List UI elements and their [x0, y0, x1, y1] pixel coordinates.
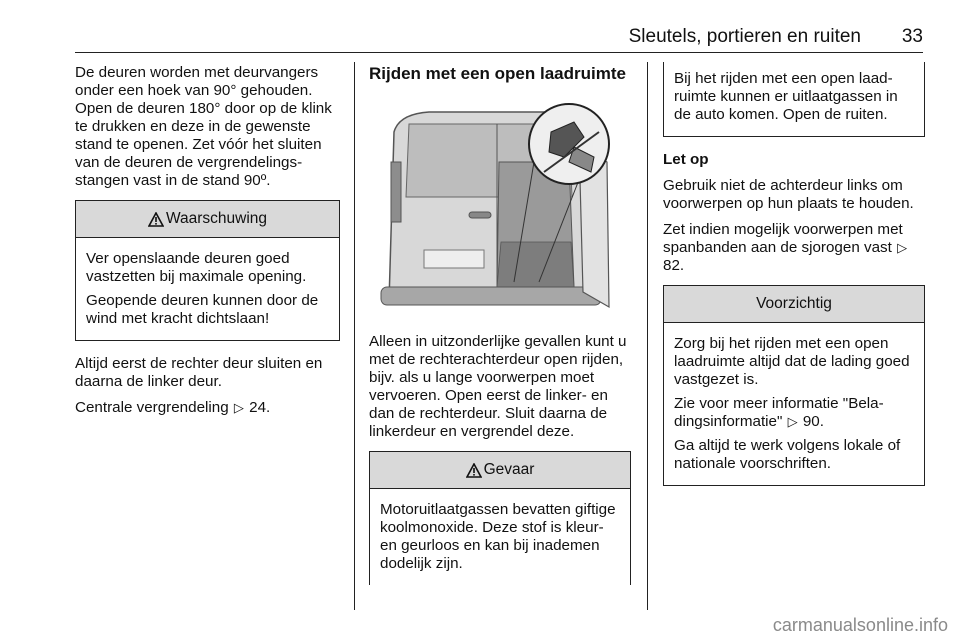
- warning-title: Waarschuwing: [165, 210, 268, 227]
- reference-arrow-icon: ▷: [233, 400, 244, 415]
- note-text-2: [663, 221, 925, 275]
- note-title: Let op: [663, 151, 709, 168]
- reference-arrow-icon: ▷: [897, 240, 908, 255]
- reference-page[interactable]: 82.: [663, 257, 685, 274]
- danger-box-continued: [663, 62, 925, 137]
- caution-text-3: Ga altijd te werk volgens lokale of nationale voorschriften.: [674, 437, 901, 472]
- column-divider-1: [354, 62, 355, 610]
- danger-title: Gevaar: [483, 461, 535, 478]
- column-1: [75, 64, 340, 425]
- caution-text-2-body: Zie voor meer informatie "Beladingsinformatie": [674, 395, 884, 430]
- danger-text: Motoruitlaatgassen bevatten giftige koolmonoxide. Deze stof is kleur- en geurloos en kan bij inademen dodelijk zijn.: [380, 501, 616, 572]
- page-header: [75, 26, 923, 53]
- warning-header: [76, 201, 339, 238]
- reference-page[interactable]: 24.: [249, 399, 271, 416]
- column-2: [369, 64, 631, 585]
- reference-page[interactable]: 90.: [802, 413, 824, 430]
- warning-triangle-icon: [466, 463, 482, 478]
- paragraph-open-driving: Alleen in uitzonderlijke gevallen kunt u met de rechterachterdeur open rijden, bijv. als u lange voorwerpen moet vervoeren. Open eerst de linker- en dan de rechterdeur. Sluit daarna de linkerdeur en vergrendel deze.: [369, 333, 627, 440]
- warning-text-1: Ver openslaande deuren goed vastzetten bij maximale opening.: [86, 250, 307, 285]
- caution-text-1: Zorg bij het rijden met een open laadruimte altijd dat de lading goed vastgezet is.: [674, 335, 910, 388]
- caution-header: [664, 286, 924, 323]
- warning-triangle-icon: [148, 212, 164, 227]
- warning-text-2: Geopende deuren kunnen door de wind met kracht dichtslaan!: [86, 292, 319, 327]
- page-number: 33: [901, 26, 923, 47]
- note-text-1: Gebruik niet de achterdeur links om voorwerpen op hun plaats te houden.: [663, 177, 914, 212]
- header-title: Sleutels, portieren en ruiten: [628, 26, 861, 47]
- caution-box: [663, 285, 925, 486]
- danger-text-continued: Bij het rijden met een open laadruimte kunnen er uitlaatgassen in de auto komen. Open de ruiten.: [674, 70, 898, 123]
- van-rear-door-illustration: [369, 102, 619, 312]
- paragraph-door-stops: De deuren worden met deurvangers onder een hoek van 90° gehouden. Open de deuren 180° door op de klink te drukken en deze in de gewenste stand te openen. Zet vóór het sluiten van de deuren de vergrendelingsstangen vast in de stand 90º.: [75, 64, 332, 189]
- section-title: Rijden met een open laadruimte: [369, 64, 626, 83]
- central-locking-text: Centrale vergrendeling: [75, 399, 229, 416]
- caution-title: Voorzichtig: [756, 295, 832, 312]
- caution-text-2: [674, 395, 915, 431]
- note-text-2-body: Zet indien mogelijk voorwerpen met spanbanden aan de sjorogen vast: [663, 221, 903, 256]
- paragraph-closing-order: Altijd eerst de rechter deur sluiten en daarna de linker deur.: [75, 355, 323, 390]
- column-divider-2: [647, 62, 648, 610]
- column-3: [663, 62, 925, 500]
- reference-arrow-icon: ▷: [787, 414, 798, 429]
- paragraph-central-locking: [75, 399, 340, 417]
- warning-box: [75, 200, 340, 341]
- watermark: carmanualsonline.info: [772, 615, 948, 635]
- danger-box: [369, 451, 631, 585]
- danger-header: [370, 452, 630, 489]
